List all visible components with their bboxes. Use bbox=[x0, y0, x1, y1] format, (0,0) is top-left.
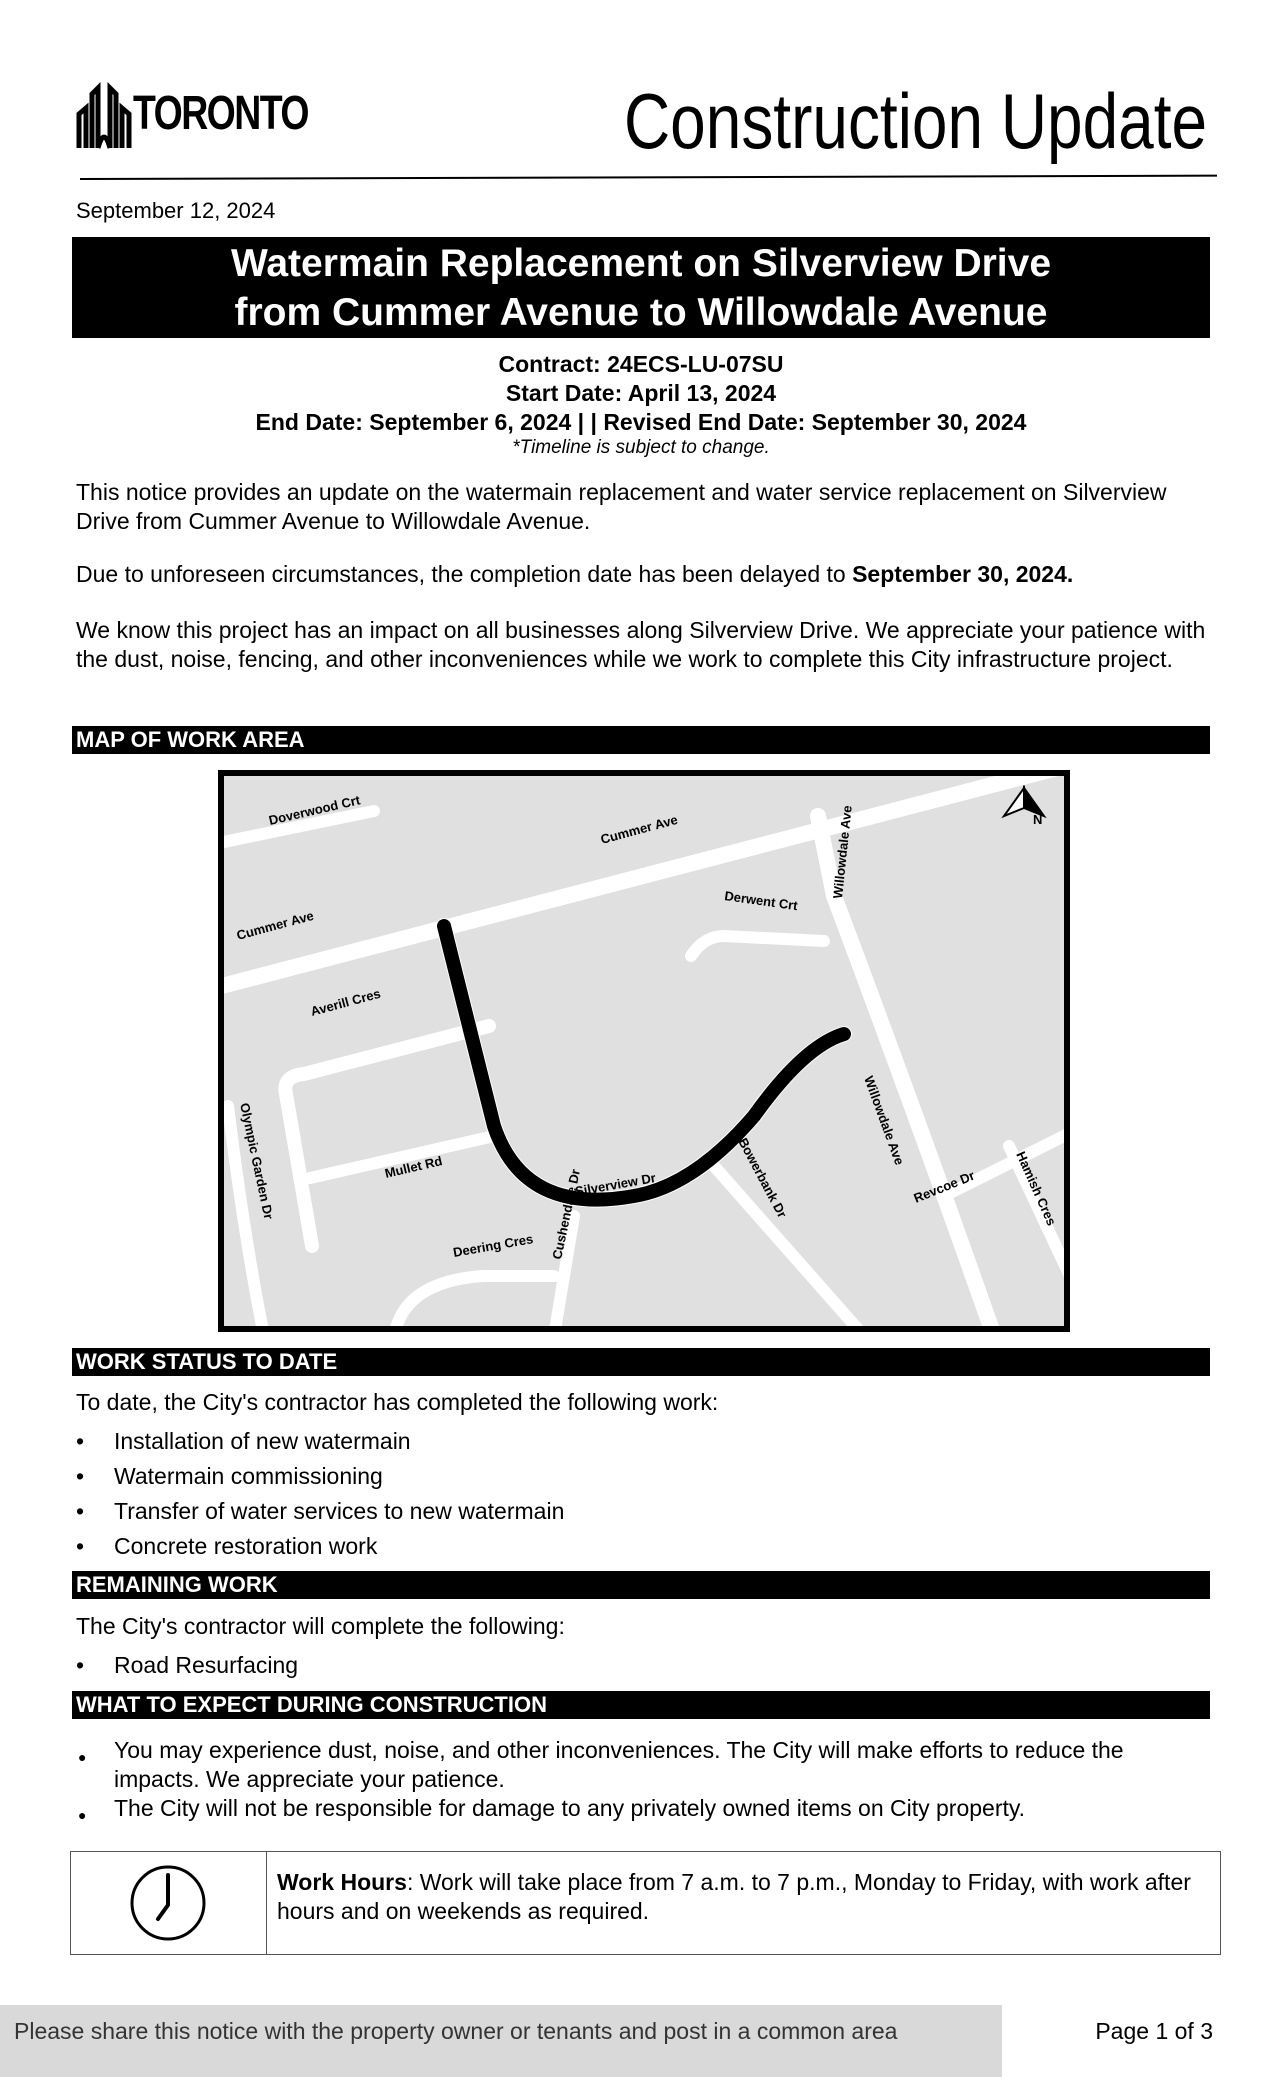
intro-paragraph: This notice provides an update on the watermain replacement and water service replacement on Silverview Drive from Cummer Avenue to Willowdale Avenue. bbox=[76, 479, 1167, 534]
revised-date: September 30, 2024. bbox=[852, 561, 1074, 587]
map-canvas bbox=[224, 776, 1064, 1326]
clock-icon bbox=[128, 1863, 208, 1943]
label-hamish: Hamish Cres bbox=[1013, 1149, 1060, 1228]
remaining-intro: The City's contractor will complete the following: bbox=[76, 1613, 565, 1639]
label-willowdale-top: Willowdale Ave bbox=[830, 804, 855, 900]
project-banner bbox=[72, 237, 1210, 338]
road-deering bbox=[394, 1276, 554, 1326]
delay-text: Due to unforeseen circumstances, the completion date has been delayed to bbox=[76, 561, 853, 587]
list-item: • Concrete restoration work bbox=[76, 1529, 1206, 1564]
label-bowerbank: Bowerbank Dr bbox=[735, 1135, 790, 1221]
list-item: ● You may experience dust, noise, and other inconveniences. The City will make efforts to reduce the impacts. We appreciate your patience. bbox=[76, 1736, 1206, 1794]
section-map-heading: MAP OF WORK AREA bbox=[72, 726, 1210, 754]
work-hours-label: Work Hours bbox=[277, 1869, 407, 1895]
page-number: Page 1 of 3 bbox=[1095, 2018, 1213, 2044]
road-derwent bbox=[691, 936, 824, 956]
work-area-line bbox=[444, 926, 844, 1200]
share-notice: Please share this notice with the property owner or tenants and post in a common area bbox=[0, 2005, 1002, 2077]
north-arrow bbox=[1004, 788, 1044, 827]
label-mullet: Mullet Rd bbox=[383, 1153, 444, 1181]
label-silverview: Silverview Dr bbox=[573, 1170, 657, 1199]
work-hours-box bbox=[70, 1851, 1221, 1955]
label-derwent: Derwent Crt bbox=[723, 888, 799, 914]
label-cummer-left: Cummer Ave bbox=[234, 907, 316, 943]
city-logo bbox=[76, 76, 326, 156]
work-hours-text bbox=[277, 1868, 1197, 1926]
label-cummer-top: Cummer Ave bbox=[598, 811, 680, 847]
document-title: Construction Update bbox=[623, 77, 1207, 165]
section-expect-heading: WHAT TO EXPECT DURING CONSTRUCTION bbox=[72, 1691, 1210, 1719]
expect-list bbox=[76, 1736, 1206, 1823]
label-doverwood: Doverwood Crt bbox=[267, 792, 362, 828]
label-averill: Averill Cres bbox=[308, 985, 383, 1019]
label-willowdale-bottom: Willowdale Ave bbox=[861, 1073, 908, 1167]
banner-line-2: from Cummer Avenue to Willowdale Avenue bbox=[234, 291, 1048, 334]
list-item: ● The City will not be responsible for damage to any privately owned items on City property. bbox=[76, 1794, 1206, 1823]
list-item: • Transfer of water services to new watermain bbox=[76, 1494, 1206, 1529]
status-intro: To date, the City's contractor has completed the following work: bbox=[76, 1389, 719, 1415]
label-deering: Deering Cres bbox=[451, 1231, 535, 1260]
work-area-map bbox=[218, 770, 1070, 1332]
work-hours-detail: : Work will take place from 7 a.m. to 7 p.m., Monday to Friday, with work after hours and on weekends as required. bbox=[277, 1869, 1191, 1924]
north-label: N bbox=[1033, 812, 1043, 827]
notice-date: September 12, 2024 bbox=[76, 198, 276, 223]
label-cushendale: Cushendale Dr bbox=[549, 1167, 584, 1261]
delay-paragraph bbox=[76, 560, 1206, 589]
end-date: End Date: September 6, 2024 | | Revised End Date: September 30, 2024 bbox=[255, 409, 1027, 435]
timeline-note: *Timeline is subject to change. bbox=[512, 437, 770, 458]
contract-number: Contract: 24ECS-LU-07SU bbox=[498, 351, 784, 377]
header-rule bbox=[80, 175, 1217, 180]
remaining-list bbox=[76, 1648, 1206, 1683]
list-item: • Installation of new watermain bbox=[76, 1424, 1206, 1459]
impact-paragraph: We know this project has an impact on all businesses along Silverview Drive. We appreciate your patience with the dust, noise, fencing, and other inconveniences while we work to complete this City infrastructure project. bbox=[76, 617, 1206, 672]
label-revcoe: Revcoe Dr bbox=[911, 1167, 977, 1206]
start-date: Start Date: April 13, 2024 bbox=[505, 380, 777, 406]
contract-info bbox=[72, 350, 1210, 459]
road-bowerbank bbox=[714, 1166, 864, 1326]
road-averill bbox=[285, 1026, 489, 1246]
section-status-heading: WORK STATUS TO DATE bbox=[72, 1348, 1210, 1376]
status-list bbox=[76, 1424, 1206, 1564]
list-item: • Watermain commissioning bbox=[76, 1459, 1206, 1494]
list-item: • Road Resurfacing bbox=[76, 1648, 1206, 1683]
banner-line-1: Watermain Replacement on Silverview Drive bbox=[230, 242, 1052, 285]
section-remaining-heading: REMAINING WORK bbox=[72, 1571, 1210, 1599]
label-olympic: Olympic Garden Dr bbox=[237, 1101, 277, 1221]
city-hall-icon bbox=[76, 76, 132, 156]
logo-wordmark: TORONTO bbox=[133, 87, 308, 140]
